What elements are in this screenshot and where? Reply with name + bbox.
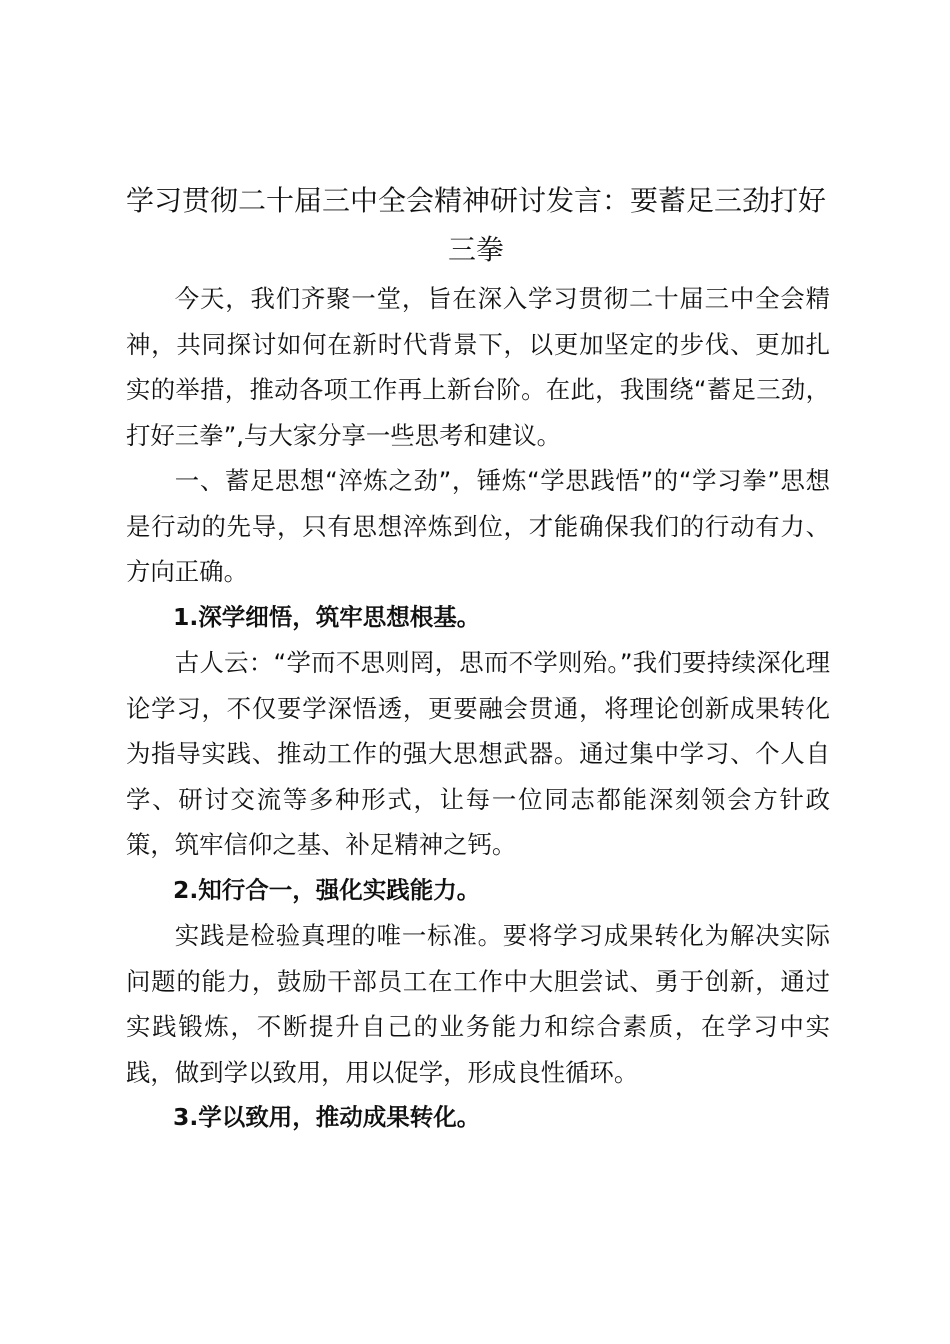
subheading-1: 1.深学细悟，筑牢思想根基。: [173, 602, 481, 631]
section-one-paragraph: 一、蓄足思想“淬炼之劲”，锤炼“学思践悟”的“学习拳”思想是行动的先导，只有思想淬炼到位，才能确保我们的行动有力、方向正确。: [126, 466, 830, 586]
body-paragraph-1: 古人云：“学而不思则罔，思而不学则殆。”我们要持续深化理论学习，不仅要学深悟透，更要融会贯通，将理论创新成果转化为指导实践、推动工作的强大思想武器。通过集中学习、个人自学、研讨交流等多种形式，让每一位同志都能深刻领会方针政策，筑牢信仰之基、补足精神之钙。: [126, 648, 830, 859]
document-title: 学习贯彻二十届三中全会精神研讨发言：要蓄足三劲打好三拳: [126, 184, 827, 266]
subheading-3: 3.学以致用，推动成果转化。: [173, 1103, 481, 1131]
subheading-2: 2.知行合一，强化实践能力。: [173, 875, 481, 904]
document-body: [126, 276, 830, 1141]
intro-paragraph: 今天，我们齐聚一堂，旨在深入学习贯彻二十届三中全会精神，共同探讨如何在新时代背景下，以更加坚定的步伐、更加扎实的举措，推动各项工作再上新台阶。在此，我围绕“蓄足三劲，打好三拳”,与大家分享一些思考和建议。: [126, 284, 830, 450]
body-paragraph-2: 实践是检验真理的唯一标准。要将学习成果转化为解决实际问题的能力，鼓励干部员工在工作中大胆尝试、勇于创新，通过实践锻炼，不断提升自己的业务能力和综合素质，在学习中实践，做到学以致用，用以促学，形成良性循环。: [126, 921, 830, 1087]
